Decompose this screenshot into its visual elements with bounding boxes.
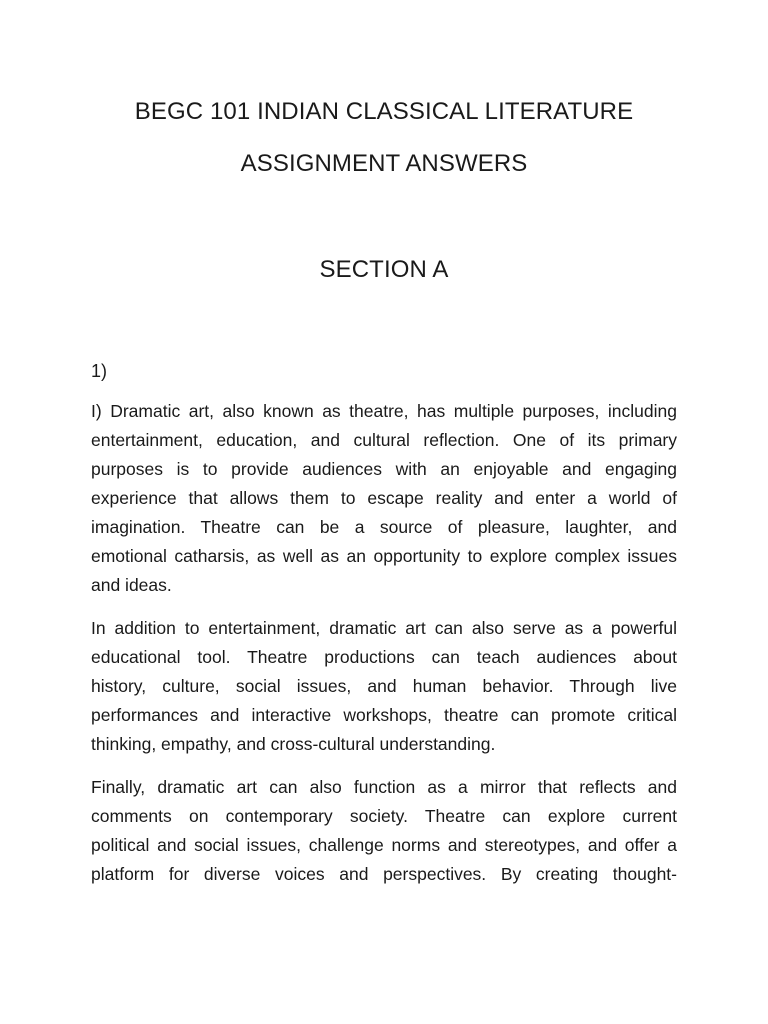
- paragraph-1: [91, 397, 677, 600]
- paragraph-line: Finally, dramatic art can also function as a mirror that reflects and: [91, 777, 677, 797]
- paragraph-line: history, culture, social issues, and human behavior. Through live: [91, 676, 677, 696]
- paragraph-2: [91, 614, 677, 759]
- document-title: BEGC 101 INDIAN CLASSICAL LITERATURE: [134, 98, 634, 125]
- section-heading: SECTION A: [319, 256, 449, 283]
- paragraph-line: performances and interactive workshops, theatre can promote critical: [91, 705, 677, 725]
- paragraph-line: experience that allows them to escape reality and enter a world of: [91, 488, 677, 508]
- paragraph-line: In addition to entertainment, dramatic art can also serve as a powerful: [91, 618, 677, 638]
- paragraph-line: political and social issues, challenge norms and stereotypes, and offer a: [91, 835, 677, 855]
- paragraph-line: educational tool. Theatre productions can teach audiences about: [91, 647, 677, 667]
- paragraph-line: comments on contemporary society. Theatre can explore current: [91, 806, 677, 826]
- paragraph-line: thinking, empathy, and cross-cultural understanding.: [91, 734, 496, 754]
- paragraph-line: imagination. Theatre can be a source of pleasure, laughter, and: [91, 517, 677, 537]
- paragraph-line: platform for diverse voices and perspectives. By creating thought-: [91, 864, 677, 884]
- paragraph-3: [91, 773, 677, 889]
- paragraph-line: and ideas.: [91, 575, 172, 595]
- document-subtitle: ASSIGNMENT ANSWERS: [240, 150, 528, 177]
- paragraph-line: emotional catharsis, as well as an opportunity to explore complex issues: [91, 546, 677, 566]
- question-number: 1): [91, 361, 108, 381]
- paragraph-line: I) Dramatic art, also known as theatre, has multiple purposes, including: [91, 401, 677, 421]
- paragraph-line: entertainment, education, and cultural reflection. One of its primary: [91, 430, 677, 450]
- paragraph-line: purposes is to provide audiences with an enjoyable and engaging: [91, 459, 677, 479]
